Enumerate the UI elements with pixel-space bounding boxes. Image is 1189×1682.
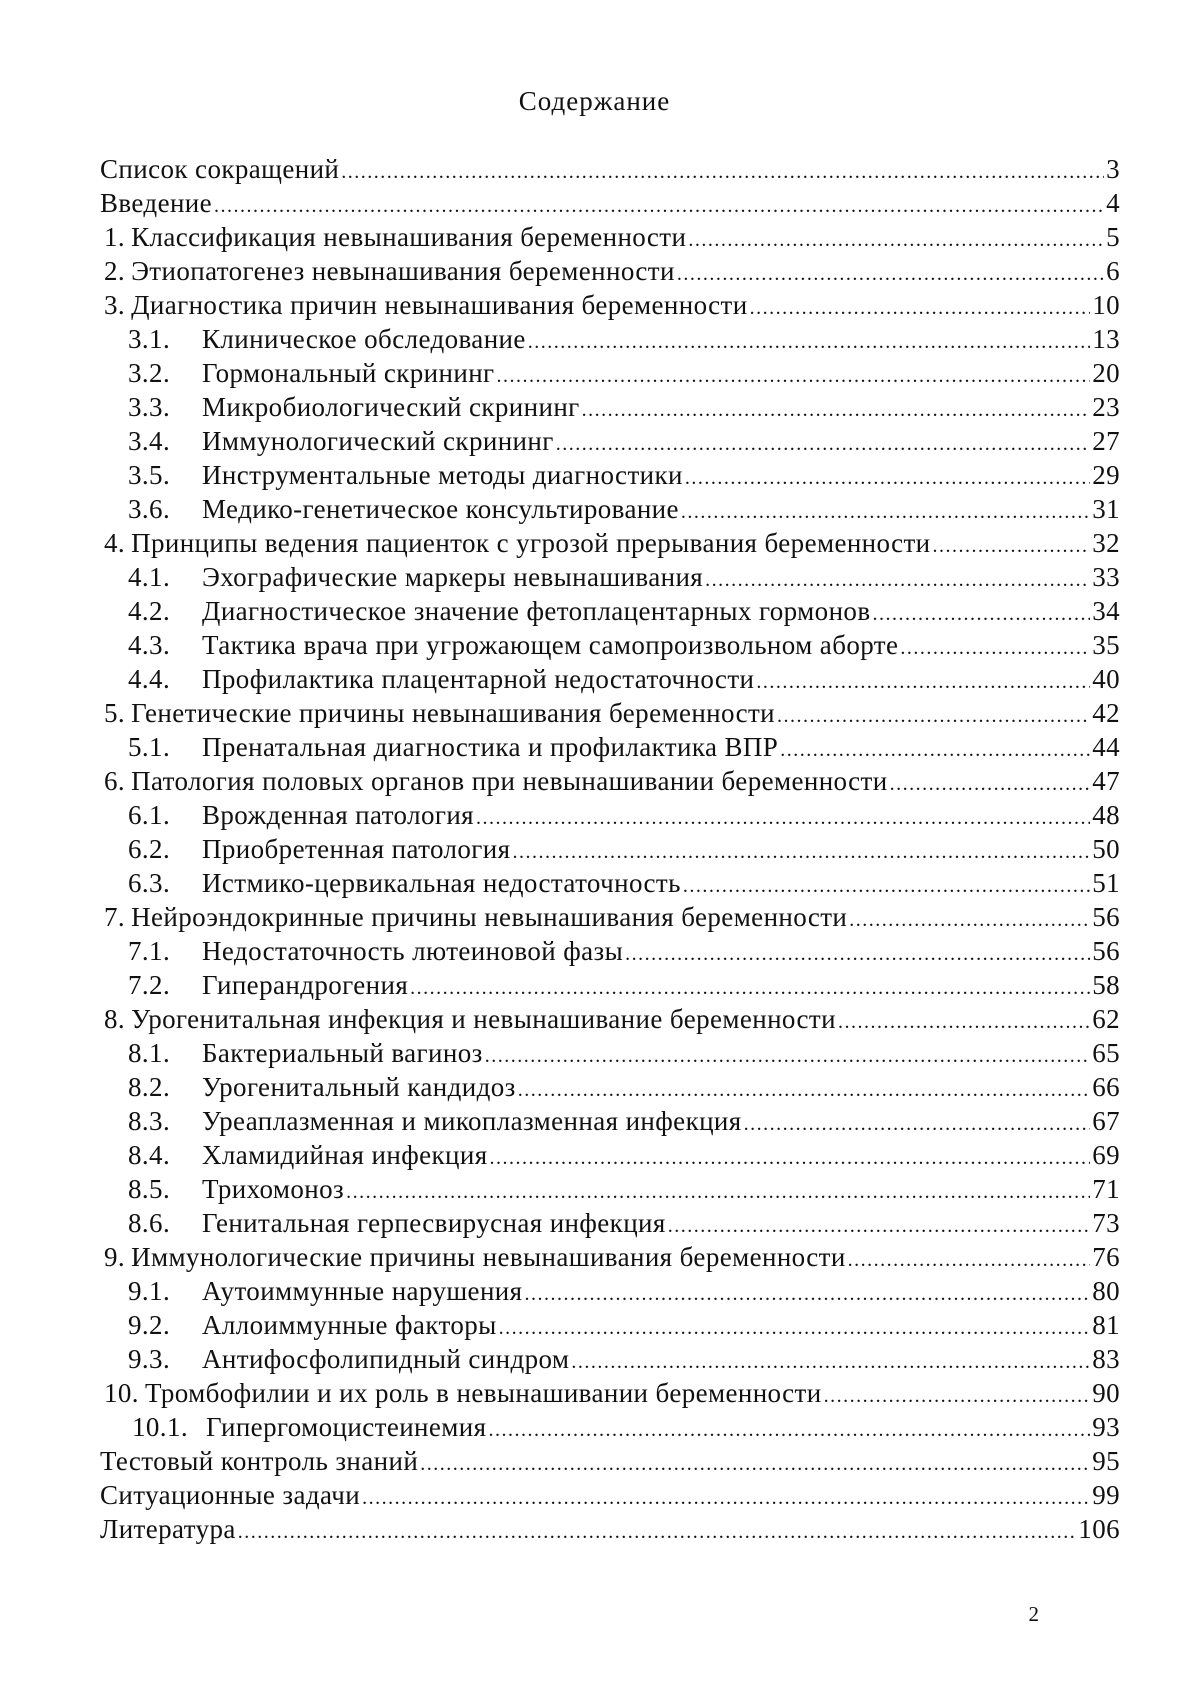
- toc-entry: [100, 1512, 1120, 1546]
- toc-entry: [100, 1444, 1120, 1478]
- toc-entry-page: 32: [1092, 528, 1120, 558]
- toc-entry-page: 44: [1092, 732, 1120, 762]
- toc-entry: [100, 1070, 1120, 1104]
- dot-leader: [499, 1308, 1091, 1345]
- toc-entry-label: [128, 866, 681, 900]
- toc-entry-label: [100, 186, 212, 220]
- toc-entry-number: 4.3.: [128, 630, 171, 660]
- dot-leader: [685, 458, 1090, 495]
- dot-leader: [780, 730, 1090, 767]
- toc-entry-number: 9.1.: [128, 1276, 171, 1306]
- page-title: Содержание: [518, 86, 671, 116]
- toc-entry-text: Гипергомоцистеинемия: [206, 1412, 487, 1442]
- dot-leader: [238, 1512, 1077, 1549]
- toc-entry: [100, 696, 1120, 730]
- dot-leader: [838, 1002, 1090, 1039]
- toc-entry: [100, 1104, 1120, 1138]
- toc-entry-label: [128, 492, 679, 526]
- toc-entry-number: 1.: [104, 222, 126, 252]
- dot-leader: [420, 1444, 1090, 1481]
- toc-entry-label: [128, 390, 580, 424]
- toc-entry-number: 4.2.: [128, 596, 171, 626]
- toc-entry-text: Тестовый контроль знаний: [100, 1446, 419, 1476]
- toc-entry-number: 5.: [104, 698, 126, 728]
- toc-entry-page: 23: [1092, 392, 1120, 422]
- toc-entry-page: 106: [1078, 1514, 1120, 1544]
- toc-entry: [100, 866, 1120, 900]
- toc-entry-text: Урогенитальная инфекция и невынашивание беременности: [131, 1004, 836, 1034]
- toc-entry-number: 6.2.: [128, 834, 171, 864]
- toc-entry: [100, 288, 1120, 322]
- toc-entry: [100, 492, 1120, 526]
- toc-entry-label: [104, 1376, 822, 1410]
- toc-entry-text: Генетические причины невынашивания беременности: [131, 698, 776, 728]
- toc-entry-label: [104, 254, 675, 288]
- toc-entry-label: [128, 322, 526, 356]
- toc-entry-page: 58: [1092, 970, 1120, 1000]
- toc-entry-text: Врожденная патология: [202, 800, 475, 830]
- toc-entry-text: Эхографические маркеры невынашивания: [202, 562, 704, 592]
- toc-entry-page: 69: [1092, 1140, 1120, 1170]
- toc-entry-text: Генитальная герпесвирусная инфекция: [202, 1208, 666, 1238]
- toc-entry: [100, 662, 1120, 696]
- toc-entry-page: 5: [1106, 222, 1120, 252]
- toc-entry: [100, 526, 1120, 560]
- toc-entry-number: 3.5.: [128, 460, 171, 490]
- toc-entry-text: Микробиологический скрининг: [202, 392, 580, 422]
- toc-entry-text: Уреаплазменная и микоплазменная инфекция: [202, 1106, 742, 1136]
- toc-entry-number: 6.3.: [128, 868, 171, 898]
- toc-entry-page: 90: [1092, 1378, 1120, 1408]
- toc-entry: [100, 1410, 1120, 1444]
- toc-entry-page: 93: [1092, 1412, 1120, 1442]
- toc-entry-number: 3.2.: [128, 358, 171, 388]
- dot-leader: [582, 390, 1091, 427]
- toc-entry-label: [128, 628, 898, 662]
- toc-entry-text: Истмико-цервикальная недостаточность: [202, 868, 681, 898]
- toc-entry-number: 10.1.: [132, 1412, 188, 1442]
- toc-entry: [100, 1138, 1120, 1172]
- dot-leader: [214, 186, 1104, 223]
- toc-entry-number: 7.1.: [128, 936, 171, 966]
- toc-entry: [100, 1002, 1120, 1036]
- toc-entry-number: 5.1.: [128, 732, 171, 762]
- toc-entry: [100, 560, 1120, 594]
- dot-leader: [688, 220, 1104, 257]
- table-of-contents: [100, 152, 1120, 1546]
- toc-entry-label: [128, 968, 408, 1002]
- toc-entry-text: Приобретенная патология: [202, 834, 511, 864]
- toc-entry-page: 13: [1092, 324, 1120, 354]
- toc-entry-page: 76: [1092, 1242, 1120, 1272]
- toc-entry-page: 95: [1092, 1446, 1120, 1476]
- toc-entry: [100, 730, 1120, 764]
- toc-entry: [100, 594, 1120, 628]
- toc-entry-text: Гиперандрогения: [202, 970, 409, 1000]
- toc-entry-page: 3: [1106, 154, 1120, 184]
- dot-leader: [750, 288, 1091, 325]
- toc-entry-text: Нейроэндокринные причины невынашивания беременности: [131, 902, 848, 932]
- toc-entry-text: Список сокращений: [100, 154, 340, 184]
- dot-leader: [410, 968, 1090, 1005]
- toc-entry-number: 4.4.: [128, 664, 171, 694]
- toc-entry: [100, 356, 1120, 390]
- toc-entry-number: 8.1.: [128, 1038, 171, 1068]
- toc-entry-label: [128, 1206, 666, 1240]
- toc-entry-label: [128, 662, 754, 696]
- toc-entry-page: 20: [1092, 358, 1120, 388]
- dot-leader: [524, 1274, 1090, 1311]
- dot-leader: [497, 356, 1091, 393]
- toc-entry-page: 66: [1092, 1072, 1120, 1102]
- toc-entry-label: [104, 696, 775, 730]
- toc-entry-label: [104, 526, 931, 560]
- dot-leader: [528, 322, 1090, 359]
- toc-entry-label: [128, 832, 510, 866]
- toc-entry-number: 3.6.: [128, 494, 171, 524]
- toc-entry-label: [132, 1410, 486, 1444]
- dot-leader: [490, 1138, 1091, 1175]
- toc-entry: [100, 1206, 1120, 1240]
- toc-entry-page: 48: [1092, 800, 1120, 830]
- toc-entry-text: Диагностика причин невынашивания беременности: [131, 290, 748, 320]
- toc-entry-page: 35: [1092, 630, 1120, 660]
- toc-entry-text: Литература: [100, 1514, 236, 1544]
- toc-entry-text: Ситуационные задачи: [100, 1480, 361, 1510]
- toc-entry-text: Медико-генетическое консультирование: [202, 494, 679, 524]
- toc-entry-page: 73: [1092, 1208, 1120, 1238]
- toc-entry-number: 9.2.: [128, 1310, 171, 1340]
- toc-entry-page: 81: [1092, 1310, 1120, 1340]
- dot-leader: [933, 526, 1091, 563]
- toc-entry-number: 6.: [104, 766, 126, 796]
- toc-entry-label: [128, 1070, 516, 1104]
- toc-entry-number: 8.4.: [128, 1140, 171, 1170]
- toc-entry-number: 7.2.: [128, 970, 171, 1000]
- toc-entry-label: [128, 560, 703, 594]
- toc-entry-number: 9.: [104, 1242, 126, 1272]
- toc-entry-number: 3.1.: [128, 324, 171, 354]
- toc-entry-page: 56: [1092, 936, 1120, 966]
- toc-entry-label: [104, 220, 686, 254]
- toc-entry-label: [100, 1512, 236, 1546]
- toc-entry: [100, 1274, 1120, 1308]
- toc-entry-label: [128, 424, 554, 458]
- dot-leader: [485, 1036, 1090, 1073]
- dot-leader: [677, 254, 1104, 291]
- toc-entry: [100, 900, 1120, 934]
- toc-entry: [100, 152, 1120, 186]
- toc-entry-label: [104, 288, 748, 322]
- toc-entry: [100, 1036, 1120, 1070]
- toc-entry-page: 56: [1092, 902, 1120, 932]
- dot-leader: [476, 798, 1090, 835]
- toc-entry-page: 67: [1092, 1106, 1120, 1136]
- dot-leader: [872, 594, 1090, 631]
- toc-entry-page: 83: [1092, 1344, 1120, 1374]
- toc-entry-number: 3.: [104, 290, 126, 320]
- toc-entry: [100, 798, 1120, 832]
- toc-entry-number: 6.1.: [128, 800, 171, 830]
- toc-entry-text: Тактика врача при угрожающем самопроизвольном аборте: [202, 630, 899, 660]
- toc-entry: [100, 390, 1120, 424]
- toc-entry-text: Клиническое обследование: [202, 324, 526, 354]
- dot-leader: [849, 900, 1090, 937]
- dot-leader: [556, 424, 1090, 461]
- toc-entry-text: Иммунологический скрининг: [202, 426, 554, 456]
- toc-entry-text: Хламидийная инфекция: [202, 1140, 488, 1170]
- toc-entry-text: Профилактика плацентарной недостаточности: [202, 664, 755, 694]
- toc-entry-label: [128, 1308, 497, 1342]
- toc-entry: [100, 1478, 1120, 1512]
- toc-entry-number: 9.3.: [128, 1344, 171, 1374]
- toc-entry-number: 10.: [104, 1378, 139, 1408]
- toc-entry-page: 34: [1092, 596, 1120, 626]
- toc-entry-text: Введение: [100, 188, 213, 218]
- toc-entry-text: Инструментальные методы диагностики: [202, 460, 683, 490]
- dot-leader: [512, 832, 1090, 869]
- toc-entry-label: [128, 1172, 344, 1206]
- page-number: 2: [1028, 1602, 1039, 1626]
- dot-leader: [705, 560, 1090, 597]
- toc-entry-page: 42: [1092, 698, 1120, 728]
- toc-entry-text: Урогенитальный кандидоз: [202, 1072, 516, 1102]
- dot-leader: [681, 492, 1090, 529]
- toc-entry-number: 8.6.: [128, 1208, 171, 1238]
- toc-entry-page: 33: [1092, 562, 1120, 592]
- toc-entry-text: Пренатальная диагностика и профилактика ВПР: [202, 732, 779, 762]
- toc-entry-page: 40: [1092, 664, 1120, 694]
- toc-entry-label: [104, 1240, 846, 1274]
- toc-entry-label: [100, 152, 339, 186]
- toc-entry: [100, 1308, 1120, 1342]
- toc-entry-page: 51: [1092, 868, 1120, 898]
- toc-entry-page: 99: [1092, 1480, 1120, 1510]
- toc-entry-label: [104, 764, 888, 798]
- toc-entry-page: 47: [1092, 766, 1120, 796]
- toc-entry-number: 8.2.: [128, 1072, 171, 1102]
- toc-entry: [100, 458, 1120, 492]
- toc-entry-label: [128, 458, 683, 492]
- toc-entry-label: [128, 1138, 488, 1172]
- toc-entry-page: 4: [1106, 188, 1120, 218]
- dot-leader: [362, 1478, 1090, 1515]
- toc-entry-label: [128, 730, 778, 764]
- toc-entry-label: [128, 798, 474, 832]
- dot-leader: [756, 662, 1090, 699]
- toc-entry-page: 6: [1106, 256, 1120, 286]
- toc-entry-page: 62: [1092, 1004, 1120, 1034]
- toc-entry-label: [128, 1036, 483, 1070]
- toc-entry-label: [104, 900, 847, 934]
- dot-leader: [890, 764, 1091, 801]
- toc-entry-label: [100, 1444, 418, 1478]
- toc-entry-text: Недостаточность лютеиновой фазы: [202, 936, 624, 966]
- toc-entry-text: Бактериальный вагиноз: [202, 1038, 483, 1068]
- dot-leader: [744, 1104, 1091, 1141]
- toc-entry-number: 4.1.: [128, 562, 171, 592]
- toc-entry-label: [128, 356, 495, 390]
- toc-entry-text: Классификация невынашивания беременности: [131, 222, 687, 252]
- dot-leader: [518, 1070, 1090, 1107]
- toc-entry-number: 3.3.: [128, 392, 171, 422]
- toc-entry-page: 65: [1092, 1038, 1120, 1068]
- dot-leader: [625, 934, 1090, 971]
- toc-entry-label: [128, 1274, 522, 1308]
- toc-entry-number: 3.4.: [128, 426, 171, 456]
- toc-entry-page: 71: [1092, 1174, 1120, 1204]
- toc-entry-text: Диагностическое значение фетоплацентарных гормонов: [202, 596, 871, 626]
- toc-entry: [100, 322, 1120, 356]
- toc-entry: [100, 254, 1120, 288]
- toc-entry-text: Антифосфолипидный синдром: [202, 1344, 570, 1374]
- toc-entry-page: 27: [1092, 426, 1120, 456]
- toc-entry-label: [128, 1342, 569, 1376]
- toc-entry-text: Иммунологические причины невынашивания беременности: [131, 1242, 846, 1272]
- toc-entry-number: 8.3.: [128, 1106, 171, 1136]
- toc-entry: [100, 628, 1120, 662]
- toc-entry-number: 2.: [104, 256, 126, 286]
- toc-entry-text: Аллоиммунные факторы: [202, 1310, 497, 1340]
- toc-entry: [100, 934, 1120, 968]
- dot-leader: [571, 1342, 1090, 1379]
- toc-entry-text: Аутоиммунные нарушения: [202, 1276, 523, 1306]
- toc-entry-text: Принципы ведения пациенток с угрозой прерывания беременности: [131, 528, 931, 558]
- dot-leader: [346, 1172, 1090, 1209]
- toc-entry: [100, 1240, 1120, 1274]
- toc-entry-page: 50: [1092, 834, 1120, 864]
- toc-entry: [100, 186, 1120, 220]
- dot-leader: [848, 1240, 1091, 1277]
- toc-entry-label: [128, 1104, 742, 1138]
- dot-leader: [777, 696, 1090, 733]
- toc-entry-text: Трихомоноз: [202, 1174, 345, 1204]
- toc-entry-text: Этиопатогенез невынашивания беременности: [131, 256, 675, 286]
- toc-entry-number: 8.5.: [128, 1174, 171, 1204]
- toc-entry: [100, 1172, 1120, 1206]
- toc-entry-label: [100, 1478, 360, 1512]
- toc-entry-text: Тромбофилии и их роль в невынашивании беременности: [144, 1378, 822, 1408]
- toc-entry-number: 8.: [104, 1004, 126, 1034]
- toc-entry-page: 29: [1092, 460, 1120, 490]
- toc-entry-text: Гормональный скрининг: [202, 358, 495, 388]
- dot-leader: [900, 628, 1090, 665]
- toc-entry-page: 10: [1092, 290, 1120, 320]
- toc-entry: [100, 832, 1120, 866]
- toc-entry-text: Патология половых органов при невынашивании беременности: [131, 766, 888, 796]
- toc-entry-label: [128, 594, 870, 628]
- toc-entry-number: 7.: [104, 902, 126, 932]
- dot-leader: [683, 866, 1090, 903]
- dot-leader: [488, 1410, 1090, 1447]
- toc-entry-label: [104, 1002, 836, 1036]
- dot-leader: [824, 1376, 1091, 1413]
- toc-entry: [100, 1342, 1120, 1376]
- toc-entry-label: [128, 934, 623, 968]
- toc-entry: [100, 1376, 1120, 1410]
- toc-entry-page: 31: [1092, 494, 1120, 524]
- toc-entry-page: 80: [1092, 1276, 1120, 1306]
- toc-entry: [100, 424, 1120, 458]
- toc-entry: [100, 220, 1120, 254]
- toc-entry-number: 4.: [104, 528, 126, 558]
- dot-leader: [668, 1206, 1090, 1243]
- dot-leader: [341, 152, 1104, 189]
- toc-entry: [100, 968, 1120, 1002]
- toc-entry: [100, 764, 1120, 798]
